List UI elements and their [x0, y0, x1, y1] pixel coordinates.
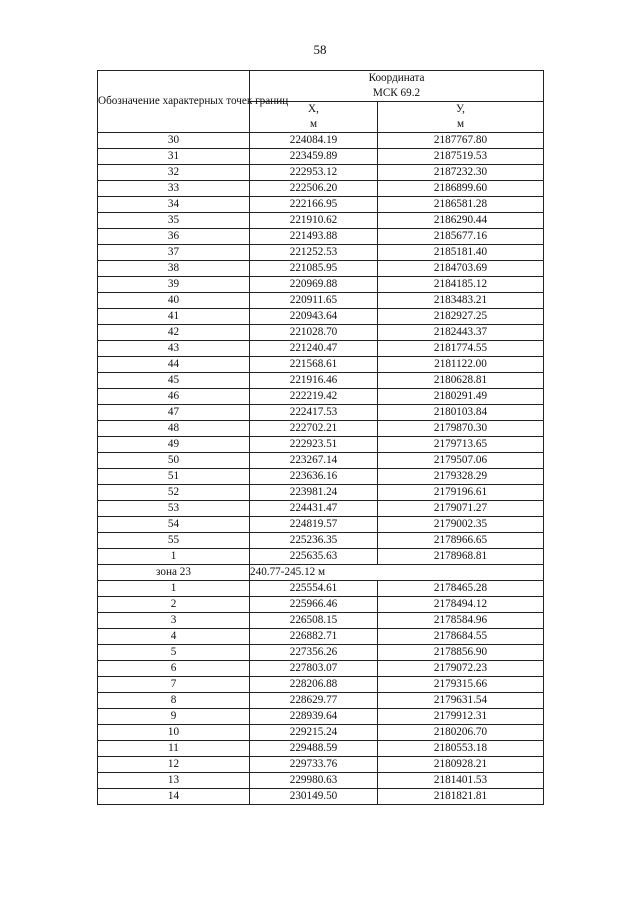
x-value: 223267.14 [250, 453, 378, 469]
table-row [98, 533, 544, 549]
table-row [98, 229, 544, 245]
y-value: 2178856.90 [378, 645, 544, 661]
x-value: 227803.07 [250, 661, 378, 677]
point-id: 2 [98, 597, 250, 613]
y-value: 2182443.37 [378, 325, 544, 341]
table-row [98, 709, 544, 725]
y-value: 2180206.70 [378, 725, 544, 741]
table-row [98, 645, 544, 661]
x-value: 222219.42 [250, 389, 378, 405]
x-value: 222506.20 [250, 181, 378, 197]
y-value: 2181821.81 [378, 789, 544, 805]
table-row [98, 597, 544, 613]
point-id: 10 [98, 725, 250, 741]
y-value: 2187519.53 [378, 149, 544, 165]
point-id: 12 [98, 757, 250, 773]
y-value: 2178684.55 [378, 629, 544, 645]
table-row [98, 693, 544, 709]
table-row [98, 389, 544, 405]
table-row [98, 373, 544, 389]
point-id: 46 [98, 389, 250, 405]
x-value: 225635.63 [250, 549, 378, 565]
x-value: 226882.71 [250, 629, 378, 645]
y-value: 2181774.55 [378, 341, 544, 357]
table-row [98, 213, 544, 229]
y-value: 2181122.00 [378, 357, 544, 373]
header-x-label: X, [308, 103, 319, 115]
table-row [98, 405, 544, 421]
y-value: 2181401.53 [378, 773, 544, 789]
point-id: 55 [98, 533, 250, 549]
table-row [98, 165, 544, 181]
y-value: 2182927.25 [378, 309, 544, 325]
x-value: 226508.15 [250, 613, 378, 629]
point-id: 39 [98, 277, 250, 293]
x-value: 229215.24 [250, 725, 378, 741]
y-value: 2178494.12 [378, 597, 544, 613]
table-row [98, 437, 544, 453]
y-value: 2178584.96 [378, 613, 544, 629]
x-value: 221916.46 [250, 373, 378, 389]
table-row [98, 325, 544, 341]
y-value: 2185677.16 [378, 229, 544, 245]
y-value: 2187767.80 [378, 133, 544, 149]
y-value: 2179912.31 [378, 709, 544, 725]
table-row [98, 149, 544, 165]
header-coordinate-title: Координата [368, 72, 425, 84]
zone-row [98, 565, 544, 581]
x-value: 221240.47 [250, 341, 378, 357]
point-id: 8 [98, 693, 250, 709]
table-row [98, 613, 544, 629]
point-id: 50 [98, 453, 250, 469]
header-x-unit: м [309, 118, 318, 130]
x-value: 225554.61 [250, 581, 378, 597]
table-row [98, 309, 544, 325]
x-value: 224431.47 [250, 501, 378, 517]
y-value: 2179002.35 [378, 517, 544, 533]
table-row [98, 197, 544, 213]
point-id: 9 [98, 709, 250, 725]
y-value: 2179328.29 [378, 469, 544, 485]
point-id: 42 [98, 325, 250, 341]
header-coordinate-system: МСК 69.2 [372, 87, 421, 99]
table-row [98, 581, 544, 597]
point-id: 5 [98, 645, 250, 661]
table-row [98, 133, 544, 149]
table-header [98, 71, 544, 133]
table-row [98, 517, 544, 533]
x-value: 223459.89 [250, 149, 378, 165]
x-value: 228206.88 [250, 677, 378, 693]
x-value: 229733.76 [250, 757, 378, 773]
table-row [98, 789, 544, 805]
y-value: 2180291.49 [378, 389, 544, 405]
point-id: 30 [98, 133, 250, 149]
x-value: 221085.95 [250, 261, 378, 277]
y-value: 2186899.60 [378, 181, 544, 197]
x-value: 223981.24 [250, 485, 378, 501]
x-value: 225966.46 [250, 597, 378, 613]
point-id: 40 [98, 293, 250, 309]
point-id: 48 [98, 421, 250, 437]
point-id: 45 [98, 373, 250, 389]
y-value: 2179870.30 [378, 421, 544, 437]
table-row [98, 357, 544, 373]
x-value: 227356.26 [250, 645, 378, 661]
point-id: 7 [98, 677, 250, 693]
y-value: 2179507.06 [378, 453, 544, 469]
x-value: 229488.59 [250, 741, 378, 757]
point-id: 32 [98, 165, 250, 181]
table-row [98, 245, 544, 261]
zone-range: 240.77-245.12 м [250, 565, 544, 581]
x-value: 220943.64 [250, 309, 378, 325]
y-value: 2179196.61 [378, 485, 544, 501]
y-value: 2178465.28 [378, 581, 544, 597]
table-row [98, 677, 544, 693]
x-value: 221252.53 [250, 245, 378, 261]
point-id: 35 [98, 213, 250, 229]
table-row [98, 661, 544, 677]
y-value: 2178966.65 [378, 533, 544, 549]
y-value: 2180628.81 [378, 373, 544, 389]
table-row [98, 453, 544, 469]
x-value: 223636.16 [250, 469, 378, 485]
y-value: 2186290.44 [378, 213, 544, 229]
y-value: 2179072.23 [378, 661, 544, 677]
table-row [98, 293, 544, 309]
x-value: 229980.63 [250, 773, 378, 789]
table-row [98, 261, 544, 277]
x-value: 221493.88 [250, 229, 378, 245]
x-value: 222953.12 [250, 165, 378, 181]
table-row [98, 501, 544, 517]
point-id: 49 [98, 437, 250, 453]
header-coordinate [250, 71, 544, 102]
y-value: 2178968.81 [378, 549, 544, 565]
point-id: 31 [98, 149, 250, 165]
y-value: 2179631.54 [378, 693, 544, 709]
x-value: 230149.50 [250, 789, 378, 805]
point-id: 6 [98, 661, 250, 677]
table-row [98, 181, 544, 197]
point-id: 11 [98, 741, 250, 757]
table-row [98, 741, 544, 757]
table-body [98, 133, 544, 805]
y-value: 2179315.66 [378, 677, 544, 693]
point-id: 47 [98, 405, 250, 421]
header-y [378, 102, 544, 133]
table-row [98, 277, 544, 293]
table-row [98, 421, 544, 437]
header-y-unit: м [456, 118, 465, 130]
point-id: 52 [98, 485, 250, 501]
point-id: 51 [98, 469, 250, 485]
y-value: 2184185.12 [378, 277, 544, 293]
point-id: 41 [98, 309, 250, 325]
zone-label: зона 23 [98, 565, 250, 581]
table-row [98, 757, 544, 773]
header-y-label: У, [456, 103, 465, 115]
x-value: 221028.70 [250, 325, 378, 341]
y-value: 2187232.30 [378, 165, 544, 181]
x-value: 225236.35 [250, 533, 378, 549]
point-id: 1 [98, 581, 250, 597]
x-value: 224084.19 [250, 133, 378, 149]
point-id: 14 [98, 789, 250, 805]
y-value: 2184703.69 [378, 261, 544, 277]
y-value: 2179713.65 [378, 437, 544, 453]
y-value: 2180103.84 [378, 405, 544, 421]
x-value: 228939.64 [250, 709, 378, 725]
x-value: 220969.88 [250, 277, 378, 293]
coordinates-table [97, 70, 544, 805]
point-id: 4 [98, 629, 250, 645]
point-id: 13 [98, 773, 250, 789]
x-value: 222702.21 [250, 421, 378, 437]
y-value: 2180553.18 [378, 741, 544, 757]
point-id: 38 [98, 261, 250, 277]
y-value: 2186581.28 [378, 197, 544, 213]
y-value: 2183483.21 [378, 293, 544, 309]
y-value: 2179071.27 [378, 501, 544, 517]
point-id: 54 [98, 517, 250, 533]
point-id: 1 [98, 549, 250, 565]
x-value: 228629.77 [250, 693, 378, 709]
point-id: 3 [98, 613, 250, 629]
point-id: 33 [98, 181, 250, 197]
header-point-label: Обозначение характерных точек границ [98, 71, 250, 133]
table-row [98, 485, 544, 501]
point-id: 53 [98, 501, 250, 517]
y-value: 2180928.21 [378, 757, 544, 773]
table-row [98, 549, 544, 565]
page-number: 58 [313, 42, 327, 57]
table-row [98, 341, 544, 357]
point-id: 44 [98, 357, 250, 373]
point-id: 37 [98, 245, 250, 261]
point-id: 36 [98, 229, 250, 245]
table-row [98, 629, 544, 645]
x-value: 221568.61 [250, 357, 378, 373]
table-row [98, 773, 544, 789]
x-value: 220911.65 [250, 293, 378, 309]
x-value: 222923.51 [250, 437, 378, 453]
point-id: 43 [98, 341, 250, 357]
y-value: 2185181.40 [378, 245, 544, 261]
table-row [98, 725, 544, 741]
x-value: 221910.62 [250, 213, 378, 229]
point-id: 34 [98, 197, 250, 213]
x-value: 222166.95 [250, 197, 378, 213]
x-value: 224819.57 [250, 517, 378, 533]
table-row [98, 469, 544, 485]
x-value: 222417.53 [250, 405, 378, 421]
